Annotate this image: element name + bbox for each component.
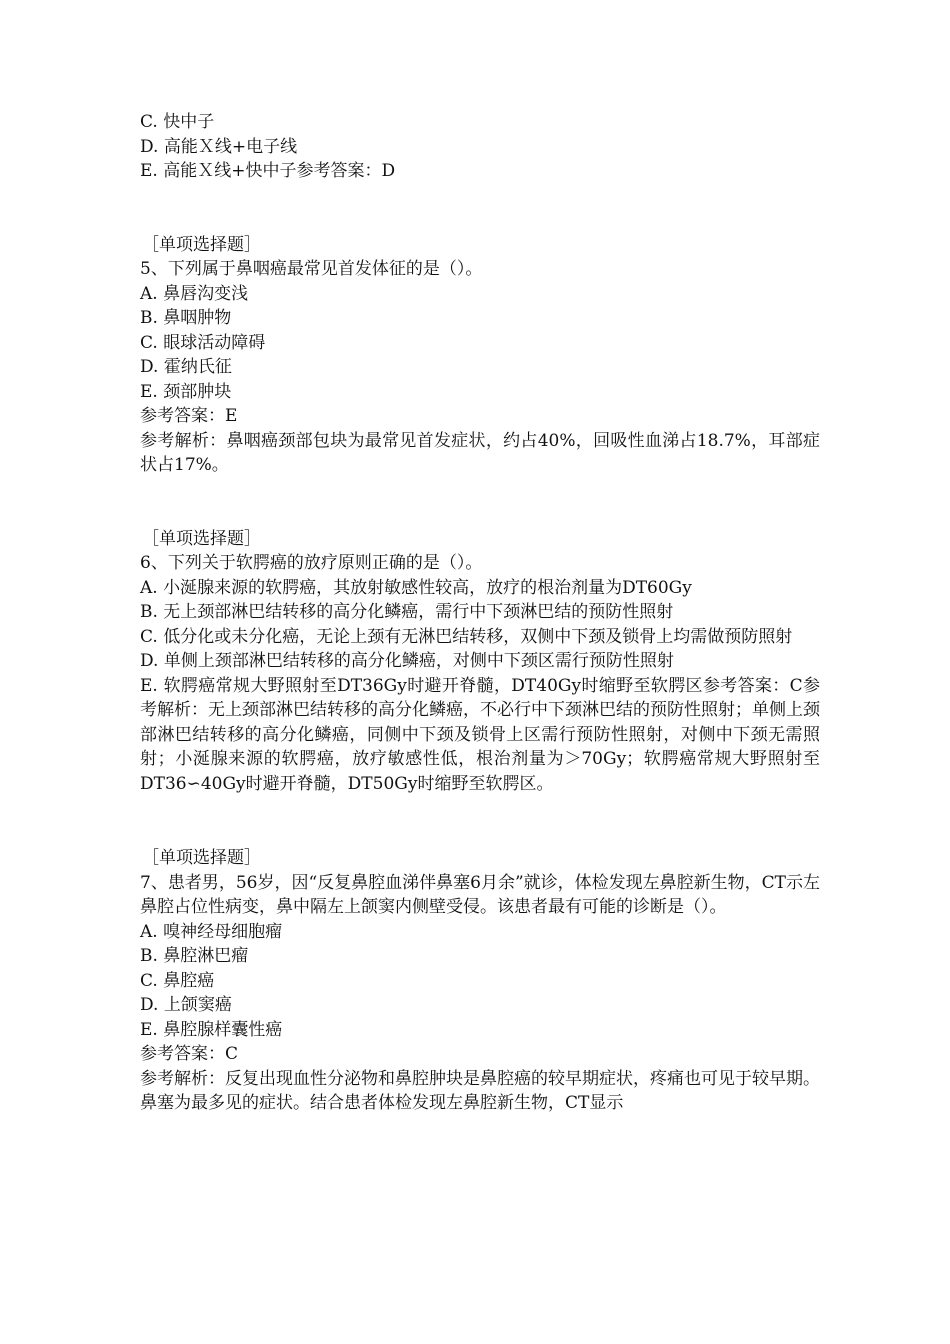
question-5 <box>140 233 820 478</box>
option-d: D. 高能Ｘ线+电子线 <box>140 136 298 157</box>
previous-question-tail <box>140 110 820 184</box>
question-type-label: ［单项选择题］ <box>142 848 261 868</box>
option-e-with-answer-and-explanation: E. 软腭癌常规大野照射至DT36Gy时避开脊髓，DT40Gy时缩野至软腭区参考答案：C参考解析：无上颈部淋巴结转移的高分化鳞癌，不必行中下颈淋巴结的预防性照射；单侧上颈部淋巴结转移的高分化鳞癌，同侧中下颈及锁骨上区需行预防性照射，对侧中下颈无需照射；小涎腺来源的软腭癌，放疗敏感性低，根治剂量为＞70Gy；软腭癌常规大野照射至DT36∽40Gy时避开脊髓，DT50Gy时缩野至软腭区。 <box>140 675 820 794</box>
option-a: A. 小涎腺来源的软腭癌，其放射敏感性较高，放疗的根治剂量为DT60Gy <box>140 577 692 598</box>
reference-answer: 参考答案：E <box>140 406 238 426</box>
option-c: C. 鼻腔癌 <box>140 970 215 991</box>
option-d: D. 霍纳氏征 <box>140 357 232 377</box>
option-b: B. 鼻咽肿物 <box>140 308 232 328</box>
document-page <box>140 110 820 1116</box>
question-7 <box>140 846 820 1116</box>
option-e: E. 颈部肿块 <box>140 381 232 402</box>
reference-explanation: 参考解析：鼻咽癌颈部包块为最常见首发症状，约占40%，回吸性血涕占18.7%，耳部症状占17%。 <box>140 430 820 475</box>
reference-explanation: 参考解析：反复出现血性分泌物和鼻腔肿块是鼻腔癌的较早期症状，疼痛也可见于较早期。鼻塞为最多见的症状。结合患者体检发现左鼻腔新生物，CT显示 <box>140 1068 820 1113</box>
question-stem: 7、患者男，56岁，因“反复鼻腔血涕伴鼻塞6月余”就诊，体检发现左鼻腔新生物，CT示左鼻腔占位性病变，鼻中隔左上颌窦内侧壁受侵。该患者最有可能的诊断是（）。 <box>140 872 820 917</box>
question-type-label: ［单项选择题］ <box>142 528 261 549</box>
option-c: C. 快中子 <box>140 112 215 132</box>
option-e: E. 鼻腔腺样囊性癌 <box>140 1019 283 1040</box>
question-stem: 6、下列关于软腭癌的放疗原则正确的是（）。 <box>140 553 483 573</box>
question-stem: 5、下列属于鼻咽癌最常见首发体征的是（）。 <box>140 259 483 279</box>
option-b: B. 鼻腔淋巴瘤 <box>140 946 249 966</box>
option-a: A. 嗅神经母细胞瘤 <box>140 921 283 942</box>
reference-answer: 参考答案：C <box>140 1044 239 1064</box>
option-d: D. 上颌窦癌 <box>140 995 232 1015</box>
option-d: D. 单侧上颈部淋巴结转移的高分化鳞癌，对侧中下颈区需行预防性照射 <box>140 651 674 671</box>
option-c: C. 低分化或未分化癌，无论上颈有无淋巴结转移，双侧中下颈及锁骨上均需做预防照射 <box>140 626 793 647</box>
option-b: B. 无上颈部淋巴结转移的高分化鳞癌，需行中下颈淋巴结的预防性照射 <box>140 602 674 622</box>
option-c: C. 眼球活动障碍 <box>140 332 266 353</box>
question-6 <box>140 527 820 797</box>
question-type-label: ［单项选择题］ <box>142 234 261 255</box>
option-a: A. 鼻唇沟变浅 <box>140 283 249 304</box>
option-e-with-answer: E. 高能Ｘ线+快中子参考答案：D <box>140 161 396 181</box>
